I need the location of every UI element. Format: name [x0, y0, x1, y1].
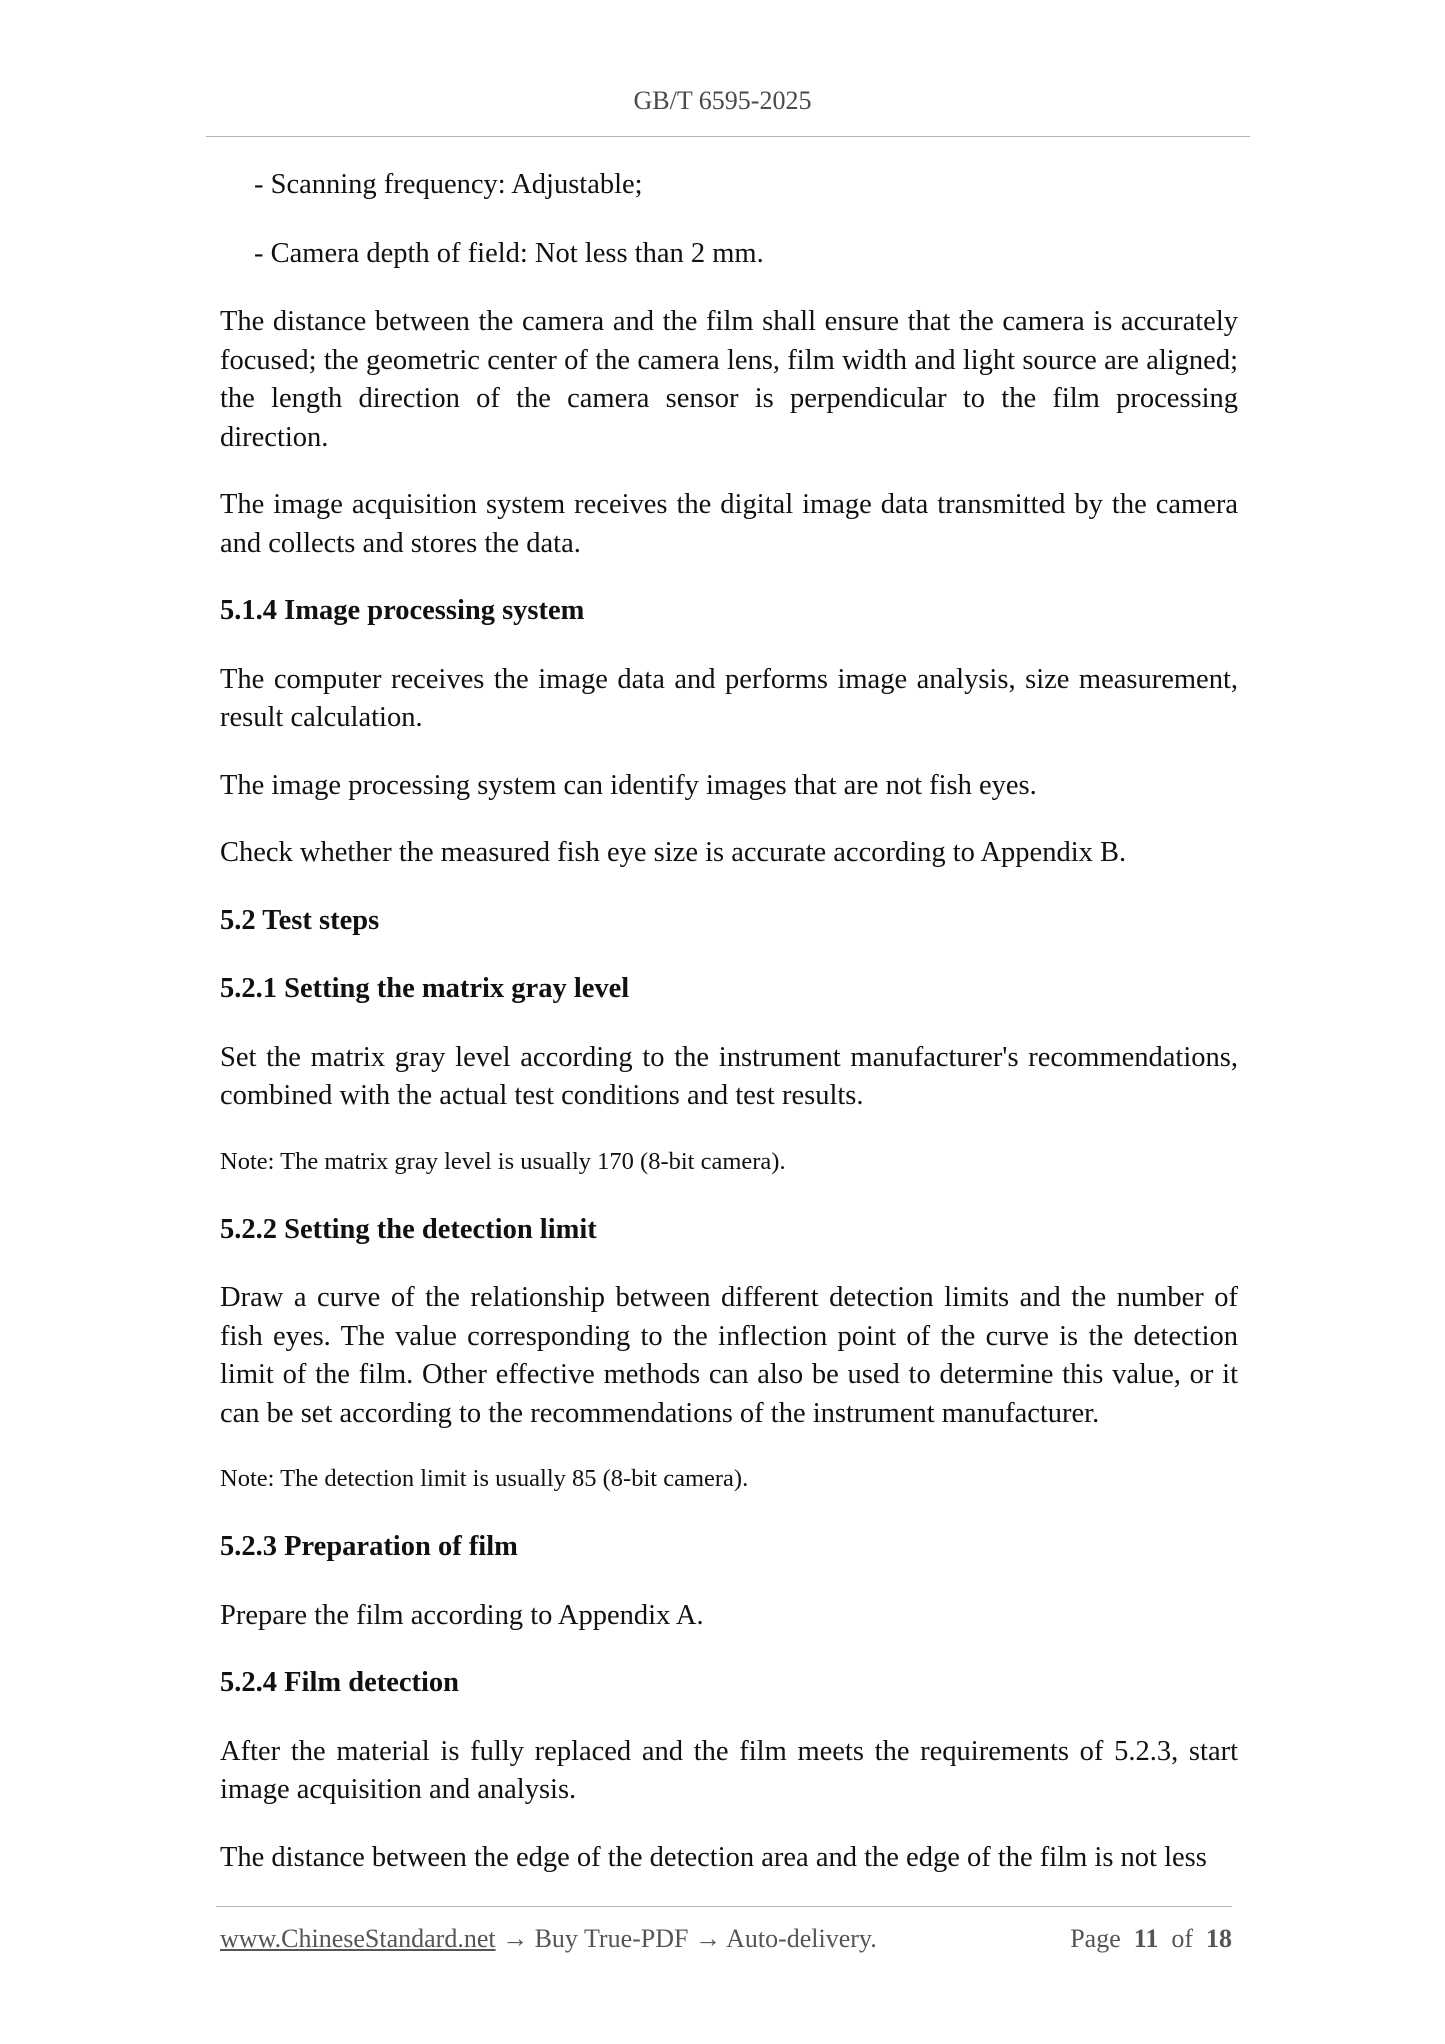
heading-5-2-4: 5.2.4 Film detection	[220, 1667, 460, 1698]
footer-promo	[220, 1924, 877, 1954]
arrow-right-icon: →	[502, 1924, 529, 1953]
auto-delivery-text: Auto-delivery.	[726, 1924, 877, 1953]
arrow-right-icon: →	[695, 1924, 721, 1953]
paragraph-prepare-film: Prepare the film according to Appendix A.	[220, 1599, 704, 1631]
page-label: Page	[1070, 1924, 1121, 1953]
note-matrix-gray-level: Note: The matrix gray level is usually 170 (8-bit camera).	[220, 1147, 786, 1175]
paragraph-identify-images: The image processing system can identify images that are not fish eyes.	[220, 769, 1037, 801]
document-id-header: GB/T 6595-2025	[633, 86, 812, 115]
footer-divider	[216, 1906, 1232, 1907]
heading-5-2-2: 5.2.2 Setting the detection limit	[220, 1213, 597, 1245]
paragraph-image-acquisition: The image acquisition system receives the digital image data transmitted by the camera and collects and stores the data.	[220, 489, 1238, 559]
heading-5-2-1: 5.2.1 Setting the matrix gray level	[220, 973, 630, 1004]
paragraph-computer-receives: The computer receives the image data and performs image analysis, size measurement, result calculation.	[220, 663, 1238, 733]
total-pages-number: 18	[1206, 1924, 1232, 1953]
paragraph-detection-limit: Draw a curve of the relationship between different detection limits and the number of fish eyes. The value corresponding to the inflection point of the curve is the detection limit of the film. Other effective methods can also be used to determine this value, or it can be set according to the recommendations of the instrument manufacturer.	[220, 1282, 1238, 1429]
paragraph-check-size: Check whether the measured fish eye size is accurate according to Appendix B.	[220, 837, 1127, 868]
heading-5-2: 5.2 Test steps	[220, 904, 380, 936]
buy-true-pdf-text: Buy True-PDF	[534, 1924, 689, 1953]
page-content	[220, 166, 1238, 1877]
list-item-scanning-frequency: - Scanning frequency: Adjustable;	[254, 169, 643, 200]
of-label: of	[1171, 1924, 1193, 1953]
paragraph-edge-distance: The distance between the edge of the detection area and the edge of the film is not less	[220, 1841, 1207, 1873]
list-item-depth-of-field: - Camera depth of field: Not less than 2 mm.	[254, 237, 764, 269]
paragraph-matrix-gray-level: Set the matrix gray level according to the instrument manufacturer's recommendations, combined with the actual test conditions and test results.	[220, 1041, 1238, 1111]
heading-5-2-3: 5.2.3 Preparation of film	[220, 1531, 518, 1562]
current-page-number: 11	[1133, 1924, 1159, 1953]
page-indicator	[1070, 1924, 1232, 1954]
website-link[interactable]: www.ChineseStandard.net	[220, 1924, 496, 1953]
header-divider	[206, 136, 1250, 137]
paragraph-camera-distance: The distance between the camera and the film shall ensure that the camera is accurately focused; the geometric center of the camera lens, film width and light source are aligned; the length direction of the camera sensor is perpendicular to the film processing direction.	[220, 306, 1238, 453]
heading-5-1-4: 5.1.4 Image processing system	[220, 595, 585, 626]
note-detection-limit: Note: The detection limit is usually 85 (8-bit camera).	[220, 1465, 749, 1492]
paragraph-film-detection: After the material is fully replaced and the film meets the requirements of 5.2.3, start image acquisition and analysis.	[220, 1735, 1238, 1805]
